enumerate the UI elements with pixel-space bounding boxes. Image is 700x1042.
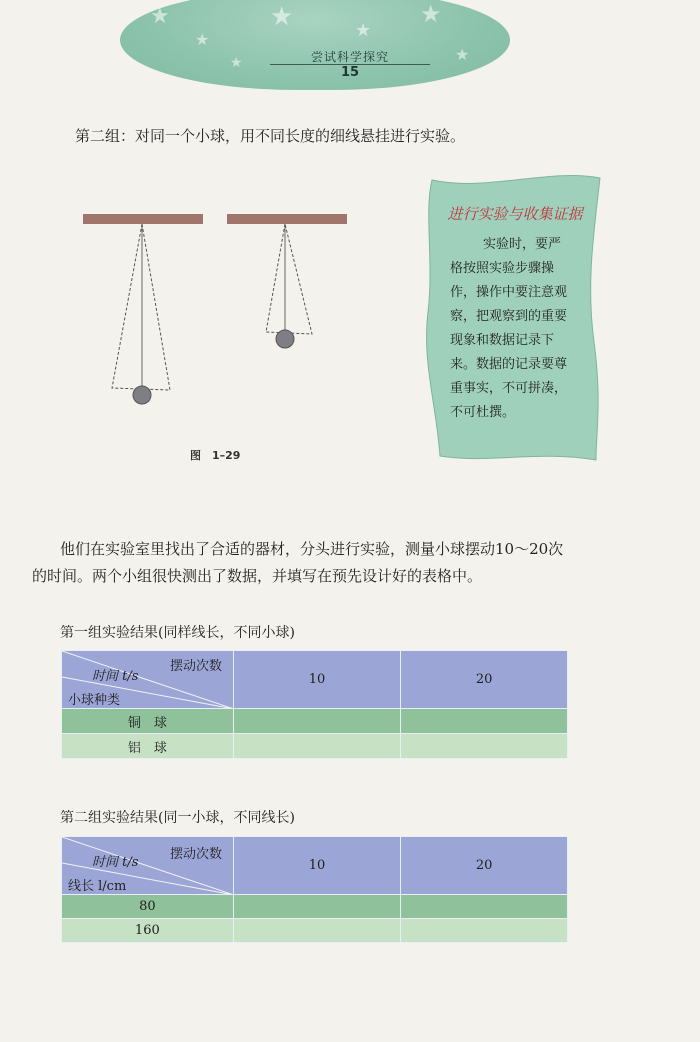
table2-header-length: 线长 l/cm bbox=[68, 879, 127, 894]
table1-col-header: 10 bbox=[233, 651, 401, 709]
table1-diagonal-header bbox=[62, 651, 234, 709]
table-row bbox=[62, 919, 568, 943]
support-bar-right bbox=[227, 214, 347, 224]
table2-title: 第二组实验结果(同一小球，不同线长) bbox=[60, 810, 295, 826]
table1-cell bbox=[401, 709, 568, 734]
swing-path-right bbox=[266, 224, 312, 334]
group2-description: 第二组：对同一个小球，用不同长度的细线悬挂进行实验。 bbox=[75, 127, 466, 145]
side-note-line: 不可杜撰。 bbox=[450, 405, 516, 420]
side-note-line: 实验时，要严 bbox=[483, 237, 562, 252]
table1-col-header: 20 bbox=[401, 651, 568, 709]
table2-cell bbox=[233, 919, 401, 943]
table1 bbox=[61, 650, 568, 759]
side-note-line: 察，把观察到的重要 bbox=[450, 309, 568, 324]
star-icon: ★ bbox=[270, 2, 294, 32]
table2-cell bbox=[401, 919, 568, 943]
table2-cell bbox=[401, 895, 568, 919]
pendulum-short bbox=[227, 214, 347, 348]
table1-cell bbox=[233, 734, 401, 759]
figure-caption: 图 1–29 bbox=[190, 449, 241, 462]
table1-row-label: 铜 球 bbox=[62, 709, 234, 734]
header-title: 尝试科学探究 bbox=[310, 50, 389, 64]
side-note-line: 格按照实验步骤操 bbox=[450, 261, 555, 276]
table2-diagonal-header bbox=[62, 837, 234, 895]
side-note-title: 进行实验与收集证据 bbox=[447, 205, 583, 223]
star-icon: ★ bbox=[230, 55, 243, 71]
table2-row-label: 80 bbox=[62, 895, 234, 919]
table1-cell bbox=[401, 734, 568, 759]
star-icon: ★ bbox=[195, 30, 210, 49]
ball-left bbox=[133, 386, 151, 404]
support-bar-left bbox=[83, 214, 203, 224]
paragraph-line-2: 的时间。两个小组很快测出了数据，并填写在预先设计好的表格中。 bbox=[32, 567, 483, 585]
table1-row-label: 铝 球 bbox=[62, 734, 234, 759]
pendulum-long bbox=[83, 214, 203, 404]
table1-header-time: 时间 t/s bbox=[92, 669, 139, 684]
star-icon: ★ bbox=[420, 0, 442, 28]
table2-cell bbox=[233, 895, 401, 919]
side-note-line: 重事实，不可拼凑， bbox=[450, 381, 568, 396]
paragraph-line-1: 他们在实验室里找出了合适的器材，分头进行实验，测量小球摆动10～20次 bbox=[60, 540, 564, 558]
table2-col-header: 10 bbox=[233, 837, 401, 895]
table1-header-ball: 小球种类 bbox=[68, 693, 121, 708]
table-row bbox=[62, 895, 568, 919]
table-row bbox=[62, 734, 568, 759]
table2-header-time: 时间 t/s bbox=[92, 855, 139, 870]
table1-header-count: 摆动次数 bbox=[170, 659, 223, 674]
side-note-line: 现象和数据记录下 bbox=[450, 333, 555, 348]
star-icon: ★ bbox=[150, 4, 170, 29]
table1-cell bbox=[233, 709, 401, 734]
star-icon: ★ bbox=[355, 20, 372, 41]
ball-right bbox=[276, 330, 294, 348]
table-row bbox=[62, 709, 568, 734]
star-icon: ★ bbox=[455, 45, 470, 64]
table2-row-label: 160 bbox=[62, 919, 234, 943]
pendulum-figure bbox=[70, 200, 360, 470]
side-note-line: 来。数据的记录要尊 bbox=[450, 357, 568, 372]
table2-col-header: 20 bbox=[401, 837, 568, 895]
swing-path-left bbox=[112, 224, 170, 390]
page-number: 15 bbox=[340, 65, 360, 80]
side-note-line: 作，操作中要注意观 bbox=[450, 285, 568, 300]
table1-title: 第一组实验结果(同样线长，不同小球) bbox=[60, 625, 295, 641]
table2-header-count: 摆动次数 bbox=[170, 847, 223, 862]
table2 bbox=[61, 836, 568, 943]
